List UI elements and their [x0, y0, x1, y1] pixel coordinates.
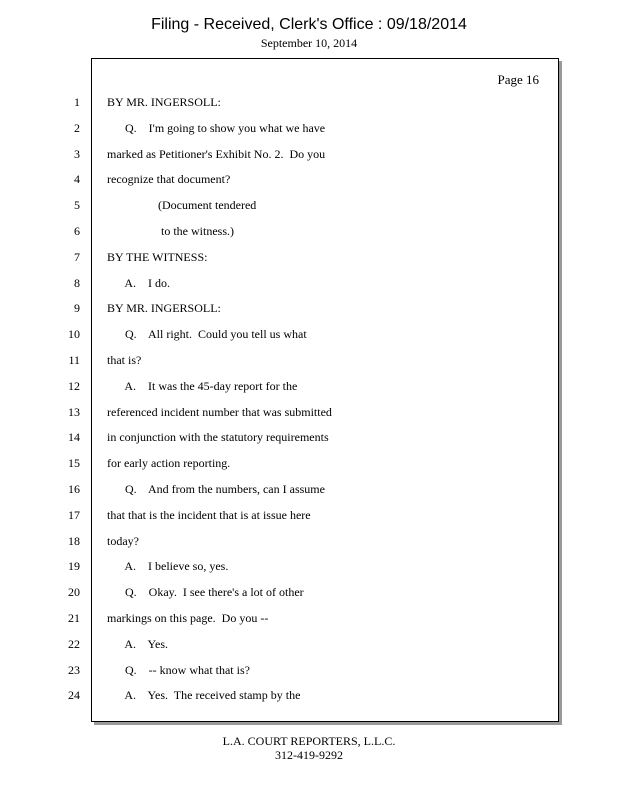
line-number: 19 — [68, 559, 80, 573]
line-number: 15 — [68, 456, 80, 470]
line-number: 14 — [68, 430, 80, 444]
line-number: 13 — [68, 405, 80, 419]
line-number: 5 — [74, 198, 80, 212]
line-text: A. Yes. The received stamp by the — [107, 688, 301, 702]
line-text: to the witness.) — [107, 224, 234, 238]
page-number: Page 16 — [497, 72, 539, 87]
line-number: 2 — [74, 121, 80, 135]
line-text: in conjunction with the statutory requirements — [107, 430, 329, 444]
line-text: BY THE WITNESS: — [107, 250, 208, 264]
line-number: 16 — [68, 482, 80, 496]
line-number: 7 — [74, 250, 80, 264]
line-text: (Document tendered — [107, 198, 257, 212]
line-number: 1 — [74, 95, 80, 109]
line-text: A. I believe so, yes. — [107, 559, 229, 573]
court-reporter-name: L.A. COURT REPORTERS, L.L.C. — [222, 734, 396, 748]
line-text: Q. -- know what that is? — [107, 663, 250, 677]
court-reporter-phone: 312-419-9292 — [275, 748, 343, 762]
line-number: 24 — [68, 688, 80, 702]
line-text: A. It was the 45-day report for the — [107, 379, 298, 393]
line-number: 8 — [74, 276, 80, 290]
line-text: that is? — [107, 353, 142, 367]
line-number: 21 — [68, 611, 80, 625]
line-text: Q. I'm going to show you what we have — [107, 121, 326, 135]
line-text: Q. Okay. I see there's a lot of other — [107, 585, 304, 599]
line-number: 20 — [68, 585, 80, 599]
line-text: markings on this page. Do you -- — [107, 611, 269, 625]
line-number: 17 — [68, 508, 80, 522]
line-text: marked as Petitioner's Exhibit No. 2. Do you — [107, 147, 326, 161]
filing-stamp: Filing - Received, Clerk's Office : 09/18/2014 — [151, 16, 467, 33]
line-text: BY MR. INGERSOLL: — [107, 95, 221, 109]
line-number: 3 — [74, 147, 80, 161]
line-number: 6 — [74, 224, 80, 238]
line-text: for early action reporting. — [107, 456, 231, 470]
line-text: Q. And from the numbers, can I assume — [107, 482, 325, 496]
line-text: A. Yes. — [107, 637, 169, 651]
transcript-date: September 10, 2014 — [260, 36, 358, 50]
line-text: today? — [107, 534, 139, 548]
line-text: BY MR. INGERSOLL: — [107, 301, 221, 315]
line-number: 18 — [68, 534, 80, 548]
line-text: that that is the incident that is at issue here — [107, 508, 311, 522]
line-text: A. I do. — [107, 276, 170, 290]
line-text: Q. All right. Could you tell us what — [107, 327, 307, 341]
line-number: 11 — [68, 353, 80, 367]
line-text: recognize that document? — [107, 172, 231, 186]
line-number: 12 — [68, 379, 80, 393]
line-number: 10 — [68, 327, 80, 341]
line-number: 22 — [68, 637, 80, 651]
line-number: 23 — [68, 663, 80, 677]
line-number: 4 — [74, 172, 80, 186]
line-number: 9 — [74, 301, 80, 315]
line-text: referenced incident number that was submitted — [107, 405, 332, 419]
